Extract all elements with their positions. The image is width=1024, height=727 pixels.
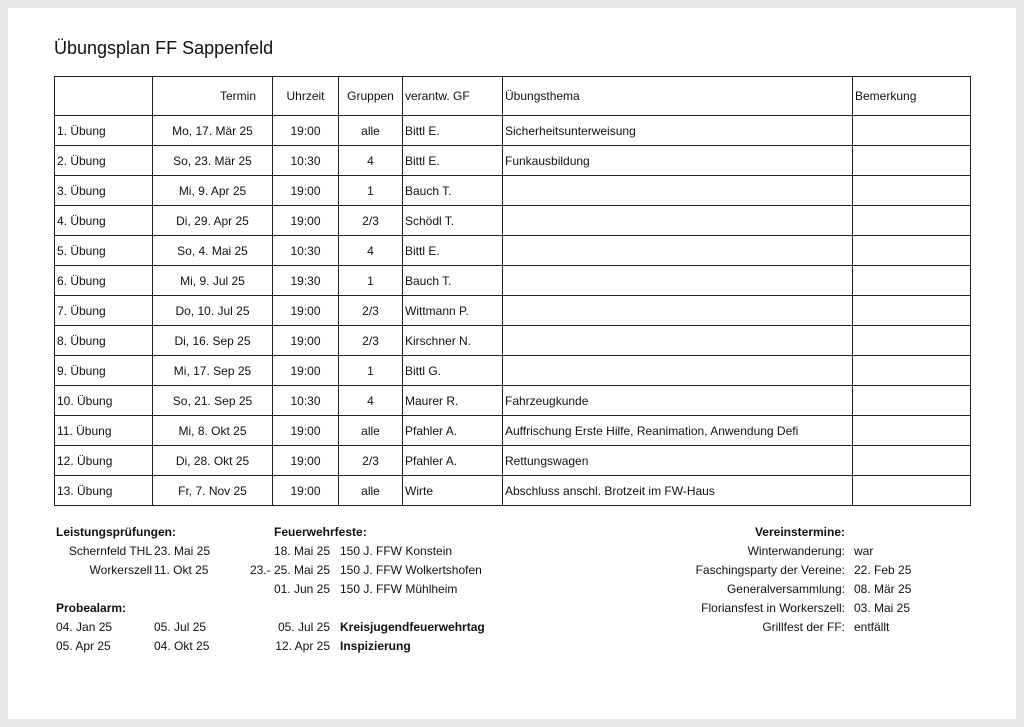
header-gruppen: Gruppen [339,77,403,116]
table-row [55,356,971,386]
cell-gruppen: 4 [339,236,403,266]
cell-gf: Bittl E. [403,236,503,266]
cell-gf: Maurer R. [403,386,503,416]
cell-uhrzeit: 19:00 [273,476,339,506]
table-row [55,446,971,476]
cell-gruppen: alle [339,476,403,506]
cell-thema: Funkausbildung [503,146,853,176]
header-name [55,77,153,116]
cell-bemerkung [853,236,971,266]
verein-label: Generalversammlung: [726,582,845,596]
cell-name: 1. Übung [55,116,153,146]
cell-thema [503,326,853,356]
cell-termin: Mi, 17. Sep 25 [153,356,273,386]
cell-gf: Schödl T. [403,206,503,236]
cell-gruppen: 4 [339,146,403,176]
table-row [55,326,971,356]
table-row [55,386,971,416]
cell-thema: Abschluss anschl. Brotzeit im FW-Haus [503,476,853,506]
cell-gf: Bittl G. [403,356,503,386]
header-thema: Übungsthema [503,77,853,116]
table-row [55,236,971,266]
feste-heading: Feuerwehrfeste: [274,525,367,539]
cell-name: 10. Übung [55,386,153,416]
cell-gf: Kirschner N. [403,326,503,356]
header-gf: verantw. GF [403,77,503,116]
fest-event: Kreisjugendfeuerwehrtag [340,620,485,634]
cell-gruppen: 1 [339,266,403,296]
cell-termin: Mo, 17. Mär 25 [153,116,273,146]
cell-gf: Wirte [403,476,503,506]
cell-thema [503,356,853,386]
fest-event: 150 J. FFW Wolkertshofen [340,563,482,577]
cell-bemerkung [853,176,971,206]
fest-date: 05. Jul 25 [277,620,330,634]
table-row [55,416,971,446]
cell-termin: Fr, 7. Nov 25 [153,476,273,506]
cell-thema [503,176,853,206]
table-row [55,176,971,206]
cell-gruppen: alle [339,116,403,146]
fest-event: 150 J. FFW Mühlheim [340,582,458,596]
verein-label: Winterwanderung: [747,544,845,558]
cell-thema [503,266,853,296]
cell-uhrzeit: 19:00 [273,326,339,356]
cell-bemerkung [853,386,971,416]
probealarm-heading: Probealarm: [56,601,127,615]
cell-gf: Pfahler A. [403,416,503,446]
verein-label: Floriansfest in Workerszell: [701,601,845,615]
cell-termin: Di, 29. Apr 25 [153,206,273,236]
cell-bemerkung [853,146,971,176]
cell-name: 12. Übung [55,446,153,476]
cell-bemerkung [853,326,971,356]
cell-gf: Wittmann P. [403,296,503,326]
fest-date: 01. Jun 25 [273,582,330,596]
table-row [55,296,971,326]
cell-name: 9. Übung [55,356,153,386]
cell-name: 3. Übung [55,176,153,206]
cell-name: 6. Übung [55,266,153,296]
cell-thema [503,206,853,236]
verein-heading: Vereinstermine: [754,525,845,539]
table-row [55,116,971,146]
cell-termin: Mi, 9. Apr 25 [153,176,273,206]
cell-uhrzeit: 19:00 [273,206,339,236]
header-termin: Termin [153,77,273,116]
cell-bemerkung [853,296,971,326]
table-row [55,206,971,236]
probealarm-date: 05. Apr 25 [56,639,111,653]
fest-event: 150 J. FFW Konstein [340,544,453,558]
cell-uhrzeit: 19:00 [273,116,339,146]
leistung-place: Workerszell [89,563,152,577]
cell-bemerkung [853,446,971,476]
cell-name: 5. Übung [55,236,153,266]
verein-label: Grillfest der FF: [762,620,845,634]
cell-termin: So, 23. Mär 25 [153,146,273,176]
cell-uhrzeit: 19:00 [273,416,339,446]
verein-label: Faschingsparty der Vereine: [695,563,845,577]
cell-gruppen: 2/3 [339,326,403,356]
document-page [8,8,1016,719]
probealarm-date: 04. Jan 25 [56,620,113,634]
cell-termin: So, 21. Sep 25 [153,386,273,416]
fest-date: 18. Mai 25 [273,544,330,558]
verein-value: war [854,544,874,558]
cell-name: 11. Übung [55,416,153,446]
fest-date: 23.- 25. Mai 25 [249,563,330,577]
cell-thema [503,236,853,266]
cell-bemerkung [853,356,971,386]
table-row [55,266,971,296]
cell-bemerkung [853,116,971,146]
cell-name: 7. Übung [55,296,153,326]
cell-thema: Auffrischung Erste Hilfe, Reanimation, Anwendung Defi [503,416,853,446]
cell-termin: Do, 10. Jul 25 [153,296,273,326]
cell-name: 2. Übung [55,146,153,176]
cell-thema: Rettungswagen [503,446,853,476]
leistung-date: 23. Mai 25 [154,544,211,558]
cell-name: 4. Übung [55,206,153,236]
cell-termin: Mi, 8. Okt 25 [153,416,273,446]
cell-gf: Bittl E. [403,146,503,176]
probealarm-date: 05. Jul 25 [154,620,207,634]
cell-termin: Di, 28. Okt 25 [153,446,273,476]
cell-gf: Bittl E. [403,116,503,146]
header-uhrzeit: Uhrzeit [273,77,339,116]
cell-uhrzeit: 19:00 [273,446,339,476]
cell-uhrzeit: 10:30 [273,146,339,176]
cell-gruppen: 1 [339,176,403,206]
cell-gruppen: 4 [339,386,403,416]
header-bemerkung: Bemerkung [853,77,971,116]
cell-uhrzeit: 19:00 [273,176,339,206]
cell-uhrzeit: 19:30 [273,266,339,296]
exercise-table [54,76,971,506]
cell-gruppen: 2/3 [339,446,403,476]
cell-gruppen: 2/3 [339,296,403,326]
fest-event: Inspizierung [340,639,411,653]
cell-uhrzeit: 19:00 [273,356,339,386]
cell-gf: Pfahler A. [403,446,503,476]
leistung-place: Schernfeld THL [68,544,152,558]
cell-termin: Mi, 9. Jul 25 [153,266,273,296]
cell-bemerkung [853,416,971,446]
cell-bemerkung [853,206,971,236]
cell-gf: Bauch T. [403,176,503,206]
cell-uhrzeit: 10:30 [273,236,339,266]
cell-bemerkung [853,266,971,296]
cell-thema [503,296,853,326]
verein-value: entfällt [854,620,890,634]
cell-uhrzeit: 10:30 [273,386,339,416]
cell-termin: Di, 16. Sep 25 [153,326,273,356]
cell-gruppen: 1 [339,356,403,386]
cell-gruppen: 2/3 [339,206,403,236]
table-row [55,476,971,506]
cell-thema: Sicherheitsunterweisung [503,116,853,146]
cell-gruppen: alle [339,416,403,446]
page-title: Übungsplan FF Sappenfeld [54,38,274,58]
cell-gf: Bauch T. [403,266,503,296]
verein-value: 22. Feb 25 [854,563,912,577]
cell-name: 8. Übung [55,326,153,356]
verein-value: 08. Mär 25 [854,582,912,596]
cell-thema: Fahrzeugkunde [503,386,853,416]
verein-value: 03. Mai 25 [854,601,911,615]
cell-name: 13. Übung [55,476,153,506]
leistung-heading: Leistungsprüfungen: [56,525,176,539]
fest-date: 12. Apr 25 [275,639,330,653]
probealarm-date: 04. Okt 25 [154,639,210,653]
cell-uhrzeit: 19:00 [273,296,339,326]
leistung-date: 11. Okt 25 [154,563,209,577]
cell-bemerkung [853,476,971,506]
table-row [55,146,971,176]
table-header-row [55,77,971,116]
cell-termin: So, 4. Mai 25 [153,236,273,266]
